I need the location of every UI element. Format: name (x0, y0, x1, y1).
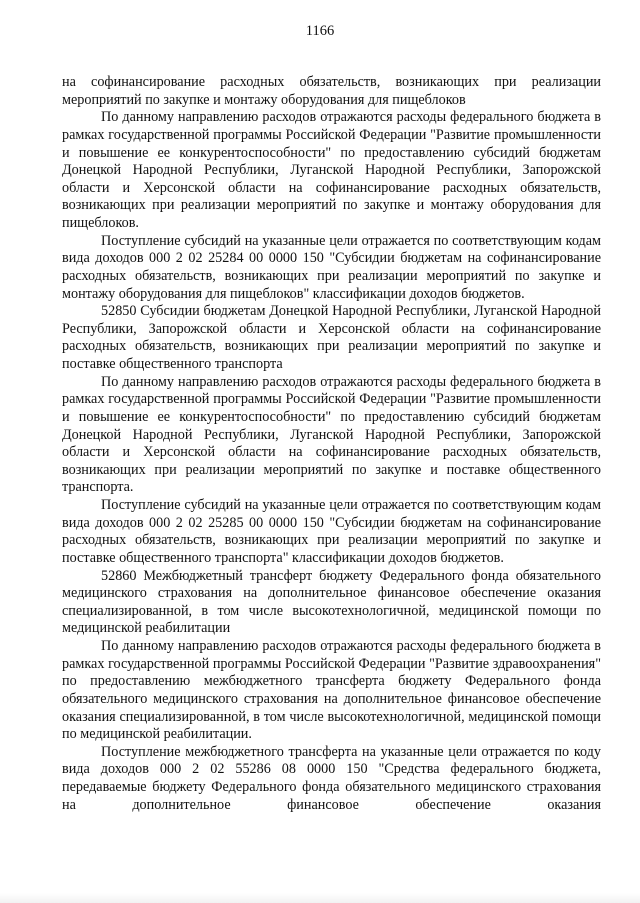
paragraph: По данному направлению расходов отражаются расходы федерального бюджета в рамках государственной программы Российской Федерации "Развитие промышленности и повышение ее конкурентоспособности" по предоставлению субсидий бюджетам Донецкой Народной Республики, Луганской Народной Республики, Запорожской области и Херсонской области на софинансирование расходных обязательств, возникающих при реализации мероприятий по закупке и поставке общественного транспорта. (62, 373, 601, 496)
paragraph: Поступление межбюджетного трансферта на указанные цели отражается по коду вида доходов 000 2 02 55286 08 0000 150 "Средства федерального бюджета, передаваемые бюджету Федерального фонда обязательного медицинского страхования на дополнительное финансовое обеспечение оказания (62, 743, 601, 813)
paragraph: на софинансирование расходных обязательств, возникающих при реализации мероприятий по закупке и монтажу оборудования для пищеблоков (62, 74, 601, 108)
body-text (62, 74, 601, 814)
paragraph: 52860 Межбюджетный трансферт бюджету Федерального фонда обязательного медицинского страхования на дополнительное финансовое обеспечение оказания специализированной, в том числе высокотехнологичной, медицинской помощи по медицинской реабилитации (62, 567, 601, 637)
paragraph: Поступление субсидий на указанные цели отражается по соответствующим кодам вида доходов 000 2 02 25284 00 0000 150 "Субсидии бюджетам на софинансирование расходных обязательств, возникающих при реализации мероприятий по закупке и монтажу оборудования для пищеблоков" классификации доходов бюджетов. (62, 232, 601, 302)
paragraph: Поступление субсидий на указанные цели отражается по соответствующим кодам вида доходов 000 2 02 25285 00 0000 150 "Субсидии бюджетам на софинансирование расходных обязательств, возникающих при реализации мероприятий по закупке и поставке общественного транспорта" классификации доходов бюджетов. (62, 497, 601, 566)
paragraph: По данному направлению расходов отражаются расходы федерального бюджета в рамках государственной программы Российской Федерации "Развитие здравоохранения" по предоставлению межбюджетного трансферта бюджету Федерального фонда обязательного медицинского страхования на дополнительное финансовое обеспечение оказания специализированной, в том числе высокотехнологичной, медицинской помощи по медицинской реабилитации. (62, 638, 601, 743)
page-number: 1166 (305, 23, 335, 39)
paragraph: По данному направлению расходов отражаются расходы федерального бюджета в рамках государственной программы Российской Федерации "Развитие промышленности и повышение ее конкурентоспособности" по предоставлению субсидий бюджетам Донецкой Народной Республики, Луганской Народной Республики, Запорожской области и Херсонской области на софинансирование расходных обязательств, возникающих при реализации мероприятий по закупке и монтажу оборудования для пищеблоков. (62, 109, 601, 231)
paragraph: 52850 Субсидии бюджетам Донецкой Народной Республики, Луганской Народной Республики, Запорожской области и Херсонской области на софинансирование расходных обязательств, возникающих при реализации мероприятий по закупке и поставке общественного транспорта (62, 303, 601, 372)
scan-bottom-edge (0, 893, 640, 903)
